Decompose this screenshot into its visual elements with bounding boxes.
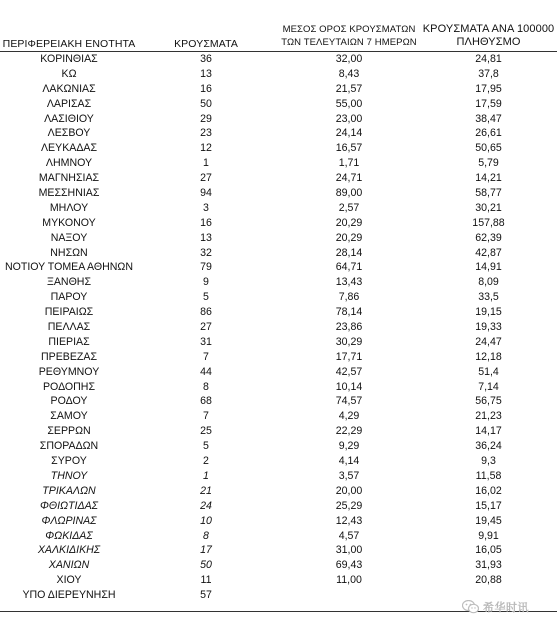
cell-seven-day-average: 22,29 (335, 425, 363, 438)
cell-cases-per-100000: 36,24 (475, 440, 502, 453)
cell-region: ΛΑΚΩΝΙΑΣ (42, 82, 96, 95)
cell-cases-per-100000: 42,87 (475, 246, 502, 259)
cell-region: ΛΕΥΚΑΔΑΣ (40, 142, 98, 155)
cell-cases-per-100000: 9,91 (478, 529, 499, 542)
cell-cases: 3 (203, 201, 209, 214)
cell-seven-day-average: 28,14 (335, 246, 363, 259)
cell-cases-per-100000: 11,58 (475, 469, 502, 482)
cell-region: ΣΑΜΟΥ (50, 410, 88, 423)
cell-seven-day-average: 23,86 (335, 321, 363, 334)
cell-seven-day-average: 20,29 (335, 231, 363, 244)
header-rate-line2: ΠΛΗΘΥΣΜΟ (456, 36, 521, 48)
table-row (0, 409, 557, 424)
cell-region: ΛΑΣΙΘΙΟΥ (44, 112, 94, 125)
header-rate-line1: ΚΡΟΥΣΜΑΤΑ ΑΝΑ 100000 (422, 23, 555, 35)
cell-cases-per-100000: 12,18 (475, 350, 502, 363)
table-row (0, 469, 557, 484)
cell-cases: 50 (200, 559, 212, 572)
cell-cases-per-100000: 19,33 (475, 321, 502, 334)
table-row (0, 275, 557, 290)
cell-region: ΤΗΝΟΥ (50, 469, 88, 482)
cell-cases: 10 (200, 514, 212, 527)
cell-seven-day-average: 7,86 (338, 291, 360, 304)
cell-cases: 16 (200, 82, 212, 95)
table-row (0, 186, 557, 201)
header-seven-day-average (276, 23, 422, 49)
cell-cases: 1 (203, 469, 209, 482)
cell-cases-per-100000: 17,59 (475, 97, 502, 110)
table-row (0, 454, 557, 469)
cell-seven-day-average: 89,00 (335, 187, 363, 200)
cell-cases-per-100000: 56,75 (475, 395, 502, 408)
cell-seven-day-average: 4,14 (338, 455, 360, 468)
cell-cases-per-100000: 58,77 (475, 187, 502, 200)
cell-cases: 9 (203, 276, 209, 289)
cell-cases: 21 (200, 484, 212, 497)
table-row (0, 394, 557, 409)
table-row (0, 499, 557, 514)
cell-region: ΜΕΣΣΗΝΙΑΣ (38, 187, 100, 200)
cell-region: ΜΑΓΝΗΣΙΑΣ (38, 172, 100, 185)
cell-cases-per-100000: 19,15 (475, 306, 502, 319)
table-row (0, 424, 557, 439)
cell-cases: 36 (200, 53, 212, 65)
cell-region: ΦΘΙΩΤΙΔΑΣ (39, 499, 99, 512)
cell-cases-per-100000: 21,23 (475, 410, 502, 423)
table-row (0, 141, 557, 156)
cell-cases-per-100000: 16,02 (475, 484, 502, 497)
table-row (0, 231, 557, 246)
cell-cases: 68 (200, 395, 212, 408)
cell-cases: 5 (203, 291, 209, 304)
cell-cases: 32 (200, 246, 212, 259)
table-row (0, 156, 557, 171)
cell-region: ΦΛΩΡΙΝΑΣ (41, 514, 97, 527)
cell-cases-per-100000: 38,47 (475, 112, 502, 125)
cell-seven-day-average: 4,29 (338, 410, 360, 423)
cell-cases: 79 (200, 261, 212, 274)
cell-cases: 29 (200, 112, 212, 125)
table-row (0, 67, 557, 82)
table-row (0, 573, 557, 588)
table-row (0, 97, 557, 112)
table-row (0, 260, 557, 275)
cell-region: ΤΡΙΚΑΛΩΝ (42, 484, 96, 497)
cell-region: ΦΩΚΙΔΑΣ (45, 529, 93, 542)
table-row (0, 320, 557, 335)
cell-seven-day-average: 13,43 (335, 276, 363, 289)
cell-region: ΠΕΙΡΑΙΩΣ (44, 306, 94, 319)
cell-region: ΧΙΟΥ (56, 574, 82, 587)
table-row (0, 380, 557, 395)
cell-cases: 13 (200, 231, 212, 244)
cell-seven-day-average: 12,43 (335, 514, 363, 527)
cell-region: ΧΑΝΙΩΝ (48, 559, 90, 572)
cell-cases-per-100000: 7,14 (478, 380, 499, 393)
cell-region: ΡΟΔΟΥ (50, 395, 88, 408)
wechat-icon (462, 600, 479, 614)
cell-cases-per-100000: 14,21 (475, 172, 502, 185)
table-row (0, 112, 557, 127)
cell-cases: 94 (200, 187, 212, 200)
cell-cases: 13 (200, 67, 212, 80)
cell-seven-day-average: 42,57 (335, 365, 363, 378)
cell-seven-day-average: 74,57 (335, 395, 363, 408)
cell-cases-per-100000: 37,8 (478, 67, 499, 80)
cell-cases-per-100000: 50,65 (475, 142, 502, 155)
cell-cases: 57 (200, 589, 212, 602)
cell-region: ΡΟΔΟΠΗΣ (42, 380, 96, 393)
table-row (0, 335, 557, 350)
table-row (0, 558, 557, 573)
cell-cases-per-100000: 30,21 (475, 201, 502, 214)
cell-seven-day-average: 20,29 (335, 216, 363, 229)
cell-seven-day-average: 1,71 (338, 157, 360, 170)
cell-cases-per-100000: 33,5 (478, 291, 499, 304)
cell-cases-per-100000: 62,39 (475, 231, 502, 244)
cell-region: ΠΑΡΟΥ (50, 291, 88, 304)
cell-seven-day-average: 20,00 (335, 484, 363, 497)
cell-region: ΠΡΕΒΕΖΑΣ (41, 350, 97, 363)
cell-cases: 1 (203, 157, 209, 170)
cell-region: ΧΑΛΚΙΔΙΚΗΣ (37, 544, 101, 557)
cell-cases: 8 (203, 380, 209, 393)
cell-cases: 12 (200, 142, 212, 155)
cell-region: ΝΑΞΟΥ (50, 231, 88, 244)
cell-seven-day-average: 11,00 (336, 574, 362, 587)
cell-seven-day-average: 8,43 (338, 67, 360, 80)
cell-cases-per-100000: 157,88 (472, 216, 505, 229)
table-row (0, 529, 557, 544)
cell-region: ΠΕΛΛΑΣ (47, 321, 91, 334)
table-row (0, 126, 557, 141)
cell-cases-per-100000: 19,45 (475, 514, 502, 527)
cell-seven-day-average: 3,57 (338, 469, 360, 482)
cell-seven-day-average: 32,00 (335, 53, 363, 65)
table-row (0, 365, 557, 380)
table-row (0, 439, 557, 454)
cell-cases-per-100000: 24,47 (475, 335, 502, 348)
cell-region: ΛΑΡΙΣΑΣ (46, 97, 92, 110)
cell-seven-day-average: 31,00 (335, 544, 363, 557)
table-row (0, 350, 557, 365)
cell-seven-day-average: 23,00 (335, 112, 363, 125)
cell-cases: 7 (203, 350, 209, 363)
cell-region: ΜΗΛΟΥ (49, 201, 89, 214)
cell-seven-day-average: 21,57 (335, 82, 363, 95)
cell-region: ΣΠΟΡΑΔΩΝ (39, 440, 99, 453)
cell-cases-per-100000: 31,93 (475, 559, 502, 572)
cell-cases-per-100000: 20,88 (475, 574, 502, 587)
cell-cases: 44 (200, 365, 212, 378)
cell-region: ΛΕΣΒΟΥ (47, 127, 91, 140)
cell-region: ΠΙΕΡΙΑΣ (48, 335, 90, 348)
cell-seven-day-average: 4,57 (338, 529, 360, 542)
cell-cases-per-100000: 16,05 (475, 544, 502, 557)
table-header (0, 0, 557, 54)
cell-region: ΝΗΣΩΝ (50, 246, 88, 259)
cell-cases-per-100000: 8,09 (478, 276, 499, 289)
cell-cases: 7 (203, 410, 209, 423)
cell-cases-per-100000: 26,61 (475, 127, 502, 140)
cell-cases-per-100000: 24,81 (475, 53, 502, 65)
cell-cases: 17 (200, 544, 212, 557)
cell-cases: 8 (203, 529, 209, 542)
cell-seven-day-average: 64,71 (335, 261, 363, 274)
watermark-text: 希华时讯 (483, 602, 529, 614)
cell-seven-day-average: 25,29 (335, 499, 363, 512)
cell-cases: 25 (200, 425, 212, 438)
cell-region: ΥΠΟ ΔΙΕΡΕΥΝΗΣΗ (22, 589, 116, 602)
cell-region: ΜΥΚΟΝΟΥ (42, 216, 96, 229)
cell-cases-per-100000: 9,3 (481, 455, 496, 468)
cell-seven-day-average: 55,00 (335, 97, 363, 110)
cell-cases-per-100000: 14,17 (475, 425, 502, 438)
cell-cases: 5 (203, 440, 209, 453)
cell-region: ΡΕΘΥΜΝΟΥ (38, 365, 100, 378)
cell-seven-day-average: 2,57 (338, 201, 360, 214)
cell-cases-per-100000: 14,91 (475, 261, 502, 274)
table-row (0, 484, 557, 499)
table-row (0, 216, 557, 231)
cell-region: ΚΩ (61, 67, 77, 80)
cell-seven-day-average: 9,29 (338, 440, 360, 453)
cell-cases-per-100000: 5,79 (478, 157, 499, 170)
cell-cases: 11 (200, 574, 212, 587)
cell-cases: 50 (200, 97, 212, 110)
cell-seven-day-average: 10,14 (335, 380, 363, 393)
cell-region: ΞΑΝΘΗΣ (46, 276, 92, 289)
cell-region: ΣΥΡΟΥ (51, 455, 87, 468)
cell-cases: 31 (200, 335, 212, 348)
cell-region: ΣΕΡΡΩΝ (47, 425, 91, 438)
cell-cases-per-100000: 17,95 (475, 82, 502, 95)
table-row (0, 201, 557, 216)
cell-region: ΝΟΤΙΟΥ ΤΟΜΕΑ ΑΘΗΝΩΝ (4, 261, 134, 274)
cell-seven-day-average: 30,29 (335, 335, 363, 348)
cell-seven-day-average: 17,71 (335, 350, 363, 363)
cell-seven-day-average: 24,14 (335, 127, 363, 140)
table-row (0, 171, 557, 186)
cell-seven-day-average: 69,43 (335, 559, 363, 572)
header-region: ΠΕΡΙΦΕΡΕΙΑΚΗ ΕΝΟΤΗΤΑ (2, 38, 136, 50)
cell-seven-day-average: 16,57 (335, 142, 363, 155)
cell-seven-day-average: 24,71 (335, 172, 363, 185)
table-row (0, 305, 557, 320)
cell-cases: 86 (200, 306, 212, 319)
cell-region: ΚΟΡΙΝΘΙΑΣ (40, 53, 98, 65)
cell-cases-per-100000: 51,4 (478, 365, 499, 378)
table-row (0, 246, 557, 261)
header-cases-per-100000 (420, 23, 557, 49)
table-row (0, 543, 557, 558)
header-avg-line2: ΤΩΝ ΤΕΛΕΥΤΑΙΩΝ 7 ΗΜΕΡΩΝ (281, 37, 417, 48)
cell-seven-day-average: 78,14 (335, 306, 363, 319)
header-cases: ΚΡΟΥΣΜΑΤΑ (174, 38, 238, 50)
table-row (0, 52, 557, 67)
cell-region: ΛΗΜΝΟΥ (45, 157, 93, 170)
cell-cases: 24 (200, 499, 212, 512)
table-row (0, 82, 557, 97)
header-avg-line1: ΜΕΣΟΣ ΟΡΟΣ ΚΡΟΥΣΜΑΤΩΝ (282, 24, 416, 35)
table-body (0, 52, 557, 603)
cell-cases: 2 (203, 455, 209, 468)
cell-cases: 16 (200, 216, 212, 229)
cell-cases: 23 (200, 127, 212, 140)
table-row (0, 514, 557, 529)
table-row (0, 290, 557, 305)
cell-cases-per-100000: 15,17 (475, 499, 502, 512)
cell-cases: 27 (200, 321, 212, 334)
watermark (462, 597, 529, 617)
cell-cases: 27 (200, 172, 212, 185)
